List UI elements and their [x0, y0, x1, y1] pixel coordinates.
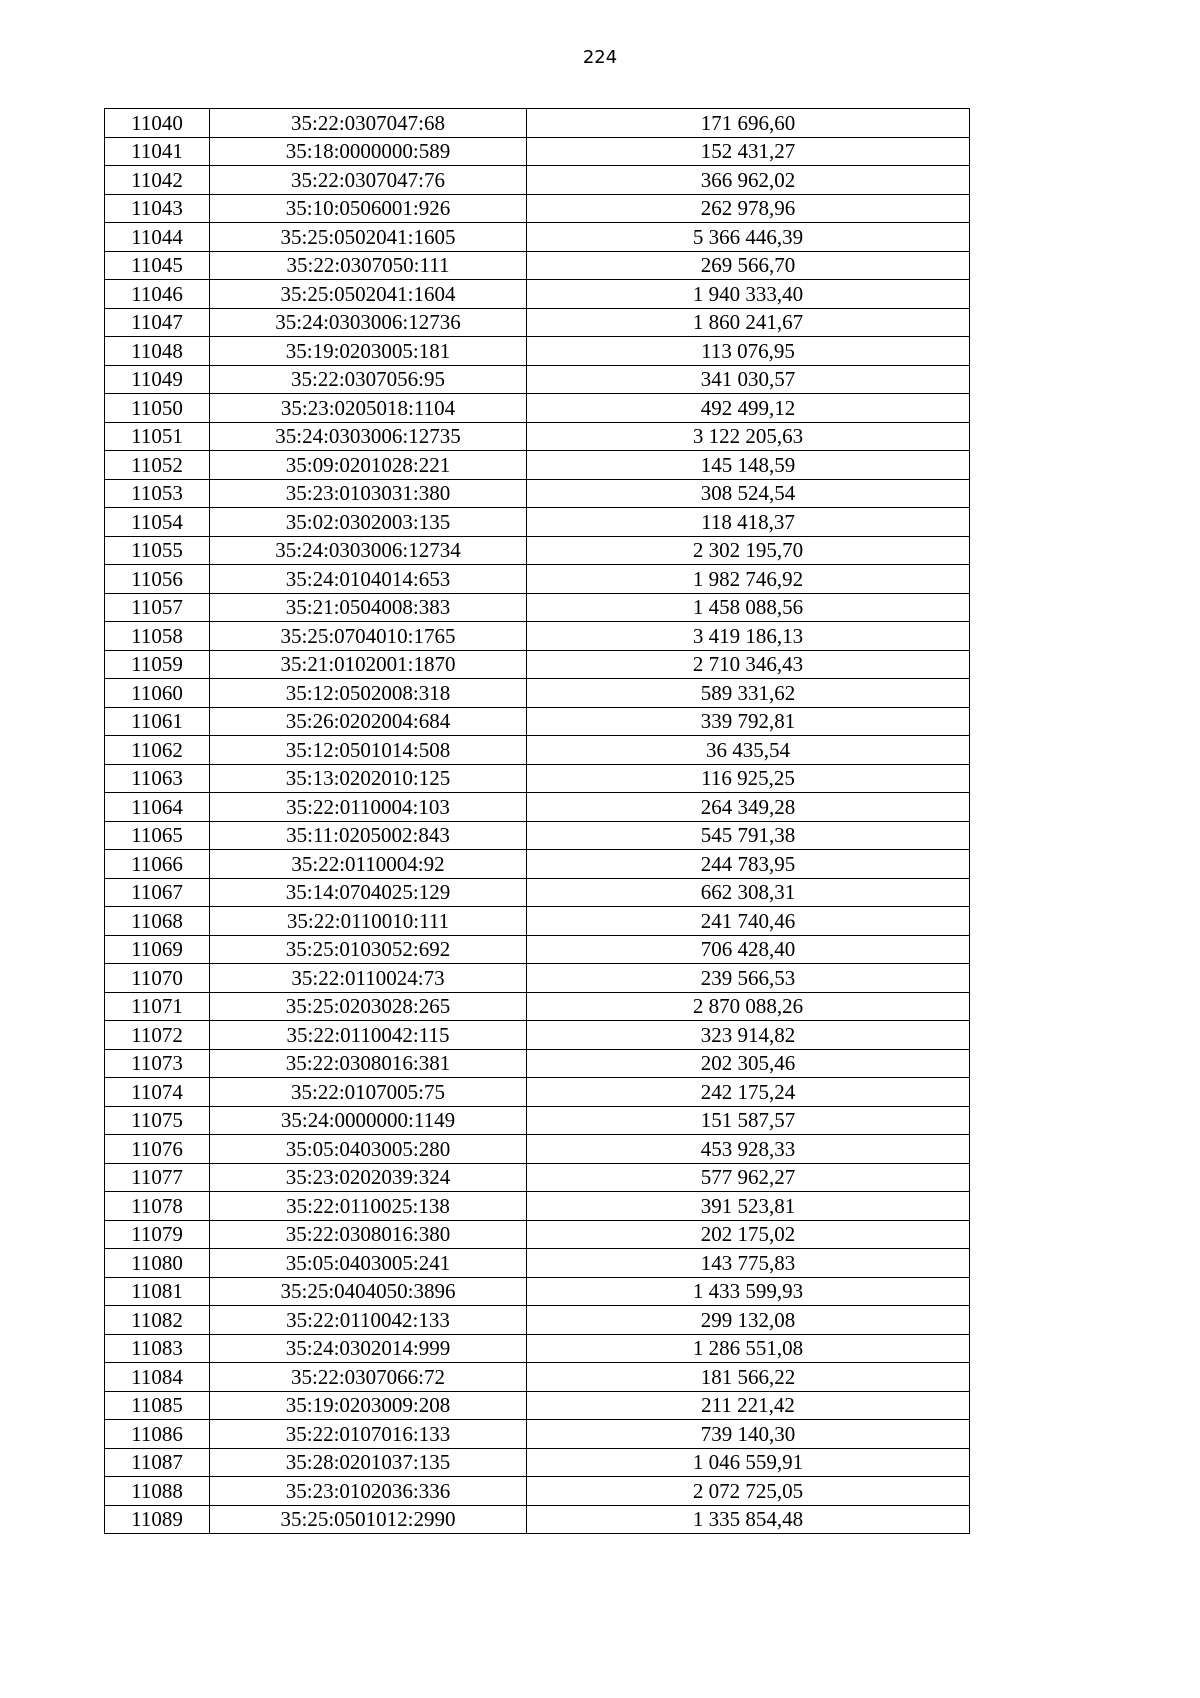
table-row: [105, 508, 970, 537]
table-row: [105, 1163, 970, 1192]
table-row: [105, 1420, 970, 1449]
row-number-cell: 11053: [105, 479, 210, 508]
cadastral-value-cell: 242 175,24: [527, 1078, 970, 1107]
row-number-cell: 11061: [105, 707, 210, 736]
row-number-cell: 11074: [105, 1078, 210, 1107]
table-row: [105, 1249, 970, 1278]
cadastral-number-cell: 35:22:0110004:92: [210, 850, 527, 879]
cadastral-value-cell: 545 791,38: [527, 821, 970, 850]
row-number-cell: 11082: [105, 1306, 210, 1335]
row-number-cell: 11041: [105, 137, 210, 166]
cadastral-number-cell: 35:23:0202039:324: [210, 1163, 527, 1192]
cadastral-value-cell: 492 499,12: [527, 394, 970, 423]
cadastral-number-cell: 35:13:0202010:125: [210, 764, 527, 793]
row-number-cell: 11049: [105, 365, 210, 394]
table-row: [105, 1192, 970, 1221]
row-number-cell: 11062: [105, 736, 210, 765]
cadastral-value-cell: 1 458 088,56: [527, 593, 970, 622]
cadastral-value-cell: 341 030,57: [527, 365, 970, 394]
table-row: [105, 194, 970, 223]
table-row: [105, 1334, 970, 1363]
table-row: [105, 679, 970, 708]
row-number-cell: 11077: [105, 1163, 210, 1192]
table-row: [105, 707, 970, 736]
cadastral-value-cell: 269 566,70: [527, 251, 970, 280]
table-row: [105, 565, 970, 594]
row-number-cell: 11064: [105, 793, 210, 822]
cadastral-number-cell: 35:22:0110024:73: [210, 964, 527, 993]
table-row: [105, 166, 970, 195]
cadastral-number-cell: 35:10:0506001:926: [210, 194, 527, 223]
cadastral-value-cell: 202 175,02: [527, 1220, 970, 1249]
cadastral-value-cell: 1 046 559,91: [527, 1448, 970, 1477]
cadastral-value-cell: 453 928,33: [527, 1135, 970, 1164]
table-row: [105, 935, 970, 964]
row-number-cell: 11063: [105, 764, 210, 793]
cadastral-value-cell: 211 221,42: [527, 1391, 970, 1420]
cadastral-value-cell: 181 566,22: [527, 1363, 970, 1392]
cadastral-number-cell: 35:22:0110042:115: [210, 1021, 527, 1050]
cadastral-number-cell: 35:28:0201037:135: [210, 1448, 527, 1477]
table-row: [105, 622, 970, 651]
table-row: [105, 251, 970, 280]
table-row: [105, 992, 970, 1021]
table-row: [105, 821, 970, 850]
row-number-cell: 11054: [105, 508, 210, 537]
cadastral-number-cell: 35:22:0307047:68: [210, 109, 527, 138]
cadastral-value-cell: 299 132,08: [527, 1306, 970, 1335]
cadastral-number-cell: 35:23:0102036:336: [210, 1477, 527, 1506]
row-number-cell: 11042: [105, 166, 210, 195]
table-row: [105, 850, 970, 879]
table-row: [105, 1049, 970, 1078]
cadastral-value-cell: 308 524,54: [527, 479, 970, 508]
cadastral-number-cell: 35:26:0202004:684: [210, 707, 527, 736]
row-number-cell: 11067: [105, 878, 210, 907]
cadastral-number-cell: 35:24:0000000:1149: [210, 1106, 527, 1135]
table-row: [105, 1277, 970, 1306]
cadastral-value-cell: 1 982 746,92: [527, 565, 970, 594]
cadastral-value-cell: 3 419 186,13: [527, 622, 970, 651]
row-number-cell: 11069: [105, 935, 210, 964]
cadastral-number-cell: 35:19:0203009:208: [210, 1391, 527, 1420]
row-number-cell: 11081: [105, 1277, 210, 1306]
table-row: [105, 650, 970, 679]
table-row: [105, 1021, 970, 1050]
cadastral-number-cell: 35:02:0302003:135: [210, 508, 527, 537]
row-number-cell: 11043: [105, 194, 210, 223]
row-number-cell: 11057: [105, 593, 210, 622]
cadastral-number-cell: 35:25:0404050:3896: [210, 1277, 527, 1306]
table-row: [105, 1363, 970, 1392]
row-number-cell: 11075: [105, 1106, 210, 1135]
table-body: [105, 109, 970, 1534]
row-number-cell: 11071: [105, 992, 210, 1021]
table-row: [105, 479, 970, 508]
cadastral-number-cell: 35:12:0502008:318: [210, 679, 527, 708]
cadastral-number-cell: 35:25:0103052:692: [210, 935, 527, 964]
table-row: [105, 1505, 970, 1534]
row-number-cell: 11065: [105, 821, 210, 850]
row-number-cell: 11084: [105, 1363, 210, 1392]
table-row: [105, 308, 970, 337]
cadastral-value-cell: 262 978,96: [527, 194, 970, 223]
cadastral-value-cell: 1 286 551,08: [527, 1334, 970, 1363]
row-number-cell: 11072: [105, 1021, 210, 1050]
table-row: [105, 1477, 970, 1506]
cadastral-value-cell: 36 435,54: [527, 736, 970, 765]
cadastral-number-cell: 35:25:0501012:2990: [210, 1505, 527, 1534]
cadastral-number-cell: 35:23:0103031:380: [210, 479, 527, 508]
cadastral-value-cell: 5 366 446,39: [527, 223, 970, 252]
cadastral-number-cell: 35:25:0502041:1605: [210, 223, 527, 252]
cadastral-value-cell: 145 148,59: [527, 451, 970, 480]
cadastral-number-cell: 35:24:0303006:12735: [210, 422, 527, 451]
table-row: [105, 793, 970, 822]
row-number-cell: 11078: [105, 1192, 210, 1221]
table-row: [105, 109, 970, 138]
row-number-cell: 11086: [105, 1420, 210, 1449]
cadastral-value-cell: 706 428,40: [527, 935, 970, 964]
row-number-cell: 11040: [105, 109, 210, 138]
row-number-cell: 11048: [105, 337, 210, 366]
cadastral-value-cell: 1 433 599,93: [527, 1277, 970, 1306]
cadastral-value-table: [104, 108, 970, 1534]
row-number-cell: 11080: [105, 1249, 210, 1278]
cadastral-number-cell: 35:22:0307050:111: [210, 251, 527, 280]
row-number-cell: 11085: [105, 1391, 210, 1420]
cadastral-value-cell: 113 076,95: [527, 337, 970, 366]
row-number-cell: 11079: [105, 1220, 210, 1249]
row-number-cell: 11056: [105, 565, 210, 594]
row-number-cell: 11045: [105, 251, 210, 280]
cadastral-value-cell: 662 308,31: [527, 878, 970, 907]
cadastral-number-cell: 35:21:0102001:1870: [210, 650, 527, 679]
table-row: [105, 1448, 970, 1477]
table-row: [105, 1106, 970, 1135]
table-row: [105, 451, 970, 480]
table-row: [105, 593, 970, 622]
cadastral-number-cell: 35:05:0403005:280: [210, 1135, 527, 1164]
table-row: [105, 280, 970, 309]
row-number-cell: 11066: [105, 850, 210, 879]
row-number-cell: 11051: [105, 422, 210, 451]
row-number-cell: 11088: [105, 1477, 210, 1506]
table-row: [105, 223, 970, 252]
cadastral-value-cell: 151 587,57: [527, 1106, 970, 1135]
row-number-cell: 11058: [105, 622, 210, 651]
row-number-cell: 11050: [105, 394, 210, 423]
cadastral-number-cell: 35:22:0107016:133: [210, 1420, 527, 1449]
table-row: [105, 536, 970, 565]
cadastral-value-cell: 239 566,53: [527, 964, 970, 993]
cadastral-value-cell: 589 331,62: [527, 679, 970, 708]
cadastral-number-cell: 35:23:0205018:1104: [210, 394, 527, 423]
table-row: [105, 1306, 970, 1335]
row-number-cell: 11087: [105, 1448, 210, 1477]
cadastral-number-cell: 35:25:0704010:1765: [210, 622, 527, 651]
cadastral-value-cell: 241 740,46: [527, 907, 970, 936]
cadastral-value-cell: 118 418,37: [527, 508, 970, 537]
table-row: [105, 736, 970, 765]
row-number-cell: 11089: [105, 1505, 210, 1534]
cadastral-number-cell: 35:22:0110042:133: [210, 1306, 527, 1335]
cadastral-number-cell: 35:22:0110025:138: [210, 1192, 527, 1221]
cadastral-number-cell: 35:22:0307066:72: [210, 1363, 527, 1392]
table-row: [105, 878, 970, 907]
table-row: [105, 422, 970, 451]
cadastral-number-cell: 35:24:0302014:999: [210, 1334, 527, 1363]
row-number-cell: 11044: [105, 223, 210, 252]
cadastral-number-cell: 35:12:0501014:508: [210, 736, 527, 765]
table-row: [105, 137, 970, 166]
cadastral-number-cell: 35:22:0110004:103: [210, 793, 527, 822]
cadastral-number-cell: 35:25:0502041:1604: [210, 280, 527, 309]
table-row: [105, 1078, 970, 1107]
cadastral-value-cell: 171 696,60: [527, 109, 970, 138]
cadastral-value-cell: 3 122 205,63: [527, 422, 970, 451]
cadastral-value-cell: 1 940 333,40: [527, 280, 970, 309]
cadastral-value-cell: 366 962,02: [527, 166, 970, 195]
cadastral-number-cell: 35:19:0203005:181: [210, 337, 527, 366]
cadastral-value-cell: 2 870 088,26: [527, 992, 970, 1021]
table-row: [105, 337, 970, 366]
row-number-cell: 11052: [105, 451, 210, 480]
cadastral-value-cell: 2 302 195,70: [527, 536, 970, 565]
table-row: [105, 907, 970, 936]
cadastral-value-cell: 1 335 854,48: [527, 1505, 970, 1534]
page-number: 224: [582, 47, 618, 68]
cadastral-number-cell: 35:11:0205002:843: [210, 821, 527, 850]
table-row: [105, 365, 970, 394]
cadastral-number-cell: 35:22:0107005:75: [210, 1078, 527, 1107]
row-number-cell: 11059: [105, 650, 210, 679]
cadastral-value-cell: 339 792,81: [527, 707, 970, 736]
cadastral-number-cell: 35:18:0000000:589: [210, 137, 527, 166]
table-row: [105, 964, 970, 993]
table-row: [105, 764, 970, 793]
row-number-cell: 11073: [105, 1049, 210, 1078]
cadastral-value-cell: 244 783,95: [527, 850, 970, 879]
cadastral-number-cell: 35:22:0308016:380: [210, 1220, 527, 1249]
row-number-cell: 11070: [105, 964, 210, 993]
cadastral-number-cell: 35:05:0403005:241: [210, 1249, 527, 1278]
cadastral-value-cell: 323 914,82: [527, 1021, 970, 1050]
cadastral-number-cell: 35:22:0110010:111: [210, 907, 527, 936]
cadastral-value-cell: 264 349,28: [527, 793, 970, 822]
cadastral-value-cell: 202 305,46: [527, 1049, 970, 1078]
cadastral-number-cell: 35:24:0303006:12736: [210, 308, 527, 337]
cadastral-value-cell: 143 775,83: [527, 1249, 970, 1278]
cadastral-number-cell: 35:14:0704025:129: [210, 878, 527, 907]
cadastral-number-cell: 35:25:0203028:265: [210, 992, 527, 1021]
cadastral-number-cell: 35:22:0307047:76: [210, 166, 527, 195]
cadastral-number-cell: 35:24:0104014:653: [210, 565, 527, 594]
cadastral-number-cell: 35:21:0504008:383: [210, 593, 527, 622]
table-row: [105, 394, 970, 423]
row-number-cell: 11047: [105, 308, 210, 337]
cadastral-value-cell: 2 710 346,43: [527, 650, 970, 679]
table-row: [105, 1135, 970, 1164]
cadastral-number-cell: 35:22:0307056:95: [210, 365, 527, 394]
cadastral-value-cell: 577 962,27: [527, 1163, 970, 1192]
row-number-cell: 11046: [105, 280, 210, 309]
table-row: [105, 1220, 970, 1249]
row-number-cell: 11083: [105, 1334, 210, 1363]
cadastral-number-cell: 35:09:0201028:221: [210, 451, 527, 480]
cadastral-number-cell: 35:22:0308016:381: [210, 1049, 527, 1078]
cadastral-value-cell: 152 431,27: [527, 137, 970, 166]
row-number-cell: 11060: [105, 679, 210, 708]
cadastral-value-cell: 391 523,81: [527, 1192, 970, 1221]
cadastral-value-cell: 2 072 725,05: [527, 1477, 970, 1506]
row-number-cell: 11055: [105, 536, 210, 565]
cadastral-number-cell: 35:24:0303006:12734: [210, 536, 527, 565]
cadastral-value-cell: 739 140,30: [527, 1420, 970, 1449]
row-number-cell: 11068: [105, 907, 210, 936]
cadastral-value-cell: 1 860 241,67: [527, 308, 970, 337]
row-number-cell: 11076: [105, 1135, 210, 1164]
table-row: [105, 1391, 970, 1420]
cadastral-value-cell: 116 925,25: [527, 764, 970, 793]
